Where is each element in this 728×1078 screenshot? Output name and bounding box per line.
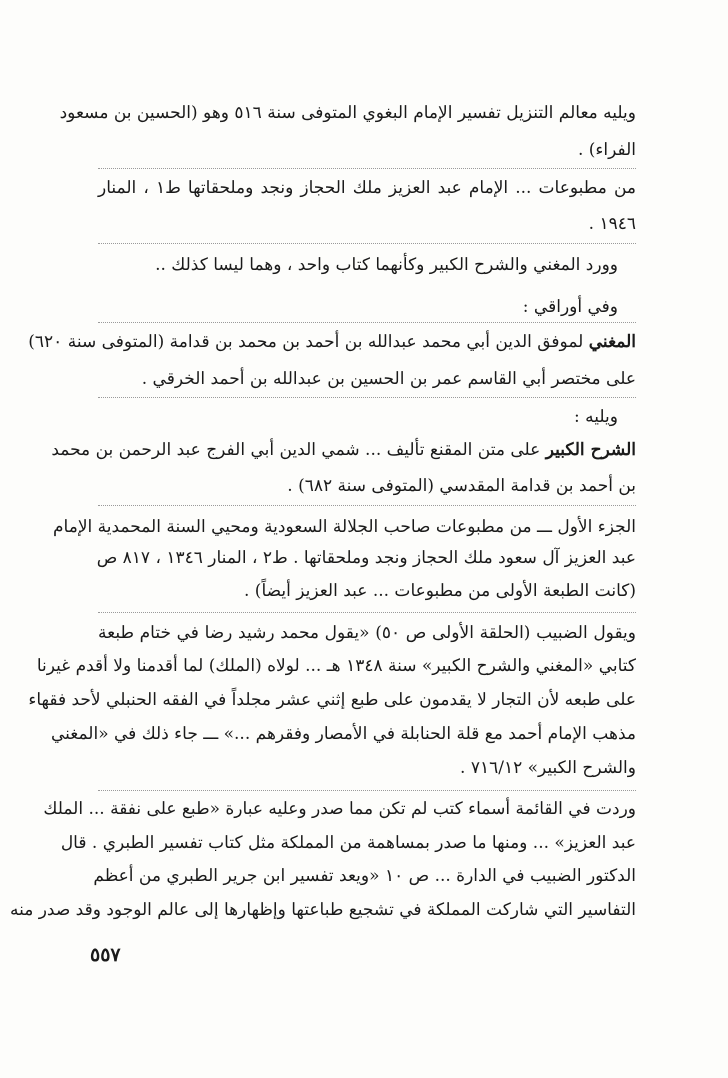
text-line: على مختصر أبي القاسم عمر بن الحسين بن عبدالله بن أحمد الخرقي . — [141, 369, 636, 389]
text-line: على طبعه لأن التجار لا يقدمون على طبع إثني عشر مجلداً في الفقه الحنبلي لأحد فقهاء — [28, 690, 636, 710]
book-title: الشرح الكبير — [545, 440, 636, 460]
book-title: المغني — [588, 332, 636, 352]
text-line: والشرح الكبير» ٧١٦/١٢ . — [460, 758, 636, 778]
dotted-divider — [98, 505, 636, 506]
dotted-divider — [98, 322, 636, 323]
text-span: لموفق الدين أبي محمد عبدالله بن أحمد بن محمد بن قدامة (المتوفى سنة ٦٢٠) — [28, 332, 589, 352]
text-line: ويليه : — [574, 407, 618, 427]
dotted-divider — [98, 790, 636, 791]
text-line — [28, 330, 636, 354]
text-line: وفي أوراقي : — [522, 297, 618, 317]
dotted-divider — [98, 612, 636, 613]
text-line: وورد المغني والشرح الكبير وكأنهما كتاب واحد ، وهما ليسا كذلك .. — [155, 255, 618, 275]
text-line: من مطبوعات ... الإمام عبد العزيز ملك الحجاز ونجد وملحقاتها ط١ ، المنار — [98, 178, 636, 198]
text-line: ويليه معالم التنزيل تفسير الإمام البغوي المتوفى سنة ٥١٦ وهو (الحسين بن مسعود — [59, 103, 636, 123]
text-line: التفاسير التي شاركت المملكة في تشجيع طباعتها وإظهارها إلى عالم الوجود وقد صدر منه — [9, 900, 636, 920]
text-line: عبد العزيز آل سعود ملك الحجاز ونجد وملحقاتها . ط٢ ، المنار ١٣٤٦ ، ٨١٧ ص — [96, 548, 636, 568]
text-line: الدكتور الضبيب في الدارة ... ص ١٠ «ويعد تفسير ابن جرير الطبري من أعظم — [93, 866, 636, 886]
text-line: الفراء) . — [577, 140, 636, 160]
text-line: بن أحمد بن قدامة المقدسي (المتوفى سنة ٦٨٢) . — [287, 476, 636, 496]
text-line: مذهب الإمام أحمد مع قلة الحنابلة في الأمصار وفقرهم ...» ـــ جاء ذلك في «المغني — [50, 724, 636, 744]
dotted-divider — [98, 397, 636, 398]
text-line — [51, 438, 636, 462]
text-line: الجزء الأول ـــ من مطبوعات صاحب الجلالة السعودية ومحيي السنة المحمدية الإمام — [53, 517, 636, 537]
text-line: كتابي «المغني والشرح الكبير» سنة ١٣٤٨ هـ ... لولاه (الملك) لما أقدمنا ولا أقدم غيرنا — [36, 656, 636, 676]
text-line: وردت في القائمة أسماء كتب لم تكن مما صدر وعليه عبارة «طبع على نفقة ... الملك — [43, 799, 636, 819]
text-span: على متن المقنع تأليف ... شمي الدين أبي الفرج عبد الرحمن بن محمد — [51, 440, 546, 460]
dotted-divider — [98, 168, 636, 169]
page-number: ٥٥٧ — [90, 944, 121, 966]
text-line: ١٩٤٦ . — [588, 214, 636, 234]
text-line: ويقول الضبيب (الحلقة الأولى ص ٥٠) «يقول محمد رشيد رضا في ختام طبعة — [98, 623, 636, 643]
dotted-divider — [98, 243, 636, 244]
text-line: (كانت الطبعة الأولى من مطبوعات ... عبد العزيز أيضاً) . — [244, 581, 636, 601]
text-line: عبد العزيز» ... ومنها ما صدر بمساهمة من المملكة مثل كتاب تفسير الطبري . قال — [60, 833, 636, 853]
